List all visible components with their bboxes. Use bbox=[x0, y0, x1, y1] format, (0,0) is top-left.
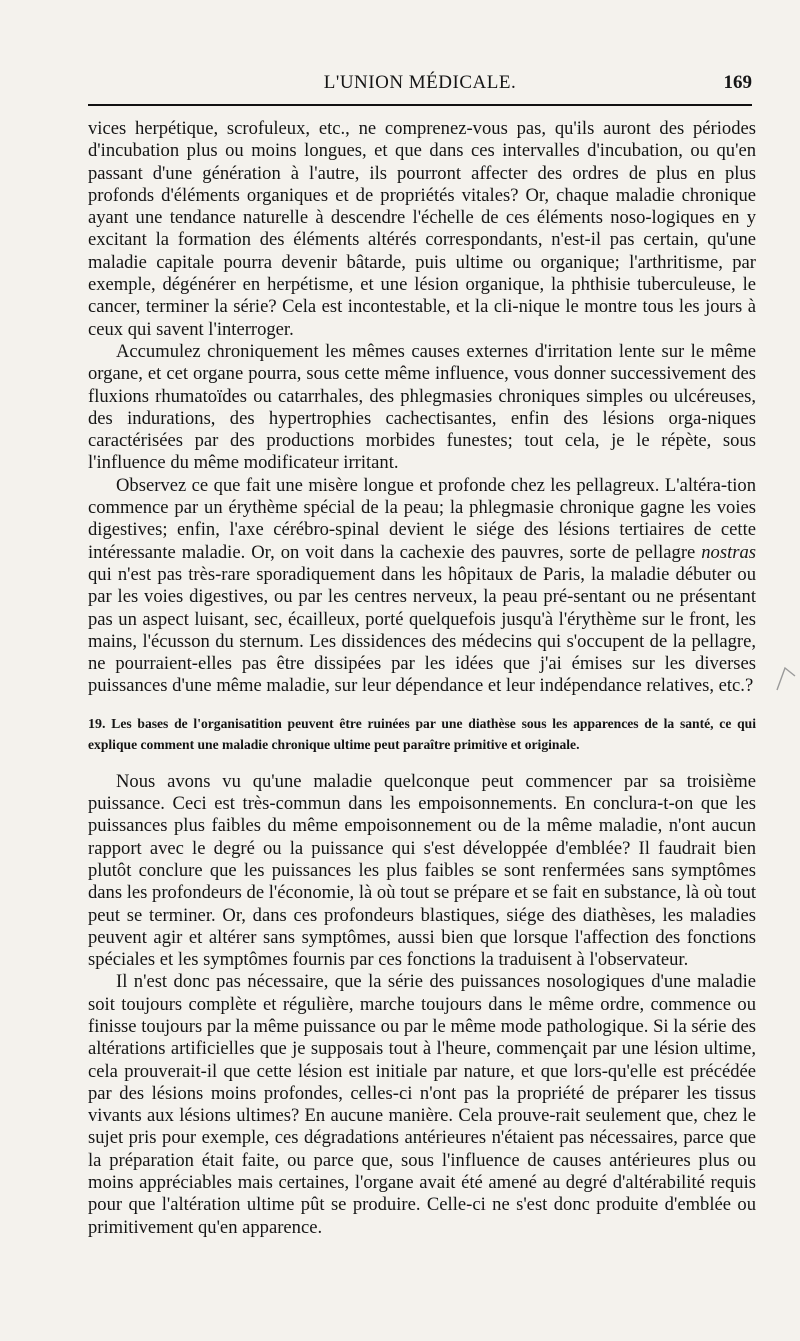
page-header bbox=[88, 68, 752, 104]
margin-pencil-mark bbox=[775, 664, 797, 692]
header-rule bbox=[88, 104, 752, 106]
section-number: 19. bbox=[88, 716, 106, 732]
running-title: L'UNION MÉDICALE. bbox=[323, 72, 517, 93]
paragraph-5: Il n'est donc pas nécessaire, que la série des puissances nosologiques d'une maladie soit toujours complète et régulière, marche toujours dans le même ordre, commence ou finisse toujours par la même puissance ou par le même mode pathologique. Si la série des altérations artificielles que je supposais tout à l'heure, commençait par une lésion ultime, cela prouverait-il que cette lésion est initiale par nature, et que lors-qu'elle est précédée par des lésions moins profondes, celles-ci n'ont pas la propriété de préparer les tissus vivants aux lésions ultimes? En aucune manière. Cela prouve-rait seulement que, chez le sujet pris pour exemple, ces dégradations antérieures n'étaient pas nécessaires, parce que la préparation était faite, ou parce que, sous l'influence de causes antérieures plus ou moins appréciables mais certaines, l'organe avait été amené au degré d'altérabilité requis pour que l'altération ultime pût se produire. Celle-ci ne s'est donc produite d'emblée ou primitivement qu'en apparence. bbox=[88, 971, 756, 1238]
paragraph-2: Accumulez chroniquement les mêmes causes externes d'irritation lente sur le même organe, et cet organe pourra, sous cette même influence, vous donner successivement des fluxions rhumatoïdes ou catarrhales, des phlegmasies chroniques simples ou ulcéreuses, des indurations, des hypertrophies cachectisantes, enfin des lésions orga-niques caractérisées par des productions morbides funestes; tout cela, je le répète, sous l'influence du même modificateur irritant. bbox=[88, 340, 756, 474]
paragraph-4: Nous avons vu qu'une maladie quelconque peut commencer par sa troisième puissance. Ceci est très-commun dans les empoisonnements. En conclura-t-on que les puissances plus faibles du même empoisonnement ou de la même maladie, n'ont aucun rapport avec le degré ou la puissance qui s'est développée d'emblée? Il faudrait bien plutôt conclure que les puissances les plus faibles se sont renfermées sans symptômes dans les profondeurs de l'économie, là où tout se prépare et se fait en substance, là où tout peut se terminer. Or, dans ces profondeurs blastiques, siége des diathèses, les maladies peuvent agir et altérer sans symptômes, aussi bien que lorsque l'affection des fonctions spéciales et les symptômes fournis par ces fonctions la traduisent à l'observateur. bbox=[88, 770, 756, 971]
paragraph-1: vices herpétique, scrofuleux, etc., ne comprenez-vous pas, qu'ils auront des périodes d'incubation plus ou moins longues, et que dans ces intervalles d'incubation, ou qu'en passant d'une génération à l'autre, ils pourront affecter des ordres de plus en plus profonds d'éléments organiques et de propriétés vitales? Or, chaque maladie chronique ayant une tendance naturelle à descendre l'échelle de ces éléments noso-logiques en y excitant la formation des éléments altérés correspondants, n'est-il pas certain, qu'une maladie capitale pourra devenir bâtarde, puis ultime ou organique; l'arthritisme, par exemple, dégénérer en herpétisme, et une lésion organique, la phthisie tuberculeuse, le cancer, terminer la série? Cela est incontestable, et la cli-nique le montre tous les jours à ceux qui savent l'interroger. bbox=[88, 118, 756, 340]
section-heading bbox=[88, 714, 756, 755]
section-heading-text: Les bases de l'organisatition peuvent être ruinées par une diathèse sous les apparences de la santé, ce qui explique comment une maladie chronique ultime peut paraître primitive et originale. bbox=[88, 715, 756, 752]
italic-term: nostras bbox=[701, 541, 756, 563]
paragraph-3: Observez ce que fait une misère longue et profonde chez les pellagreux. L'altéra-tion commence par un érythème spécial de la peau; la phlegmasie chronique gagne les voies digestives; enfin, l'axe cérébro-spinal devient le siége des lésions tertiaires de cette intéressante maladie. Or, on voit dans la cachexie des pauvres, sorte de pellagre nostras qui n'est pas très-rare sporadiquement dans les hôpitaux de Paris, la maladie débuter ou par les voies digestives, ou par les centres nerveux, la peau pré-sentant ou ne présentant pas un aspect luisant, sec, écailleux, porté quelquefois jusqu'à l'érythème sur le front, les mains, l'écusson du sternum. Les dissidences des médecins qui s'occupent de la pellagre, ne pourraient-elles pas être dissipées par les idées que j'ai émises sur les diverses puissances d'une même maladie, sur leur dépendance et leur indépendance relatives, etc.? bbox=[88, 474, 756, 697]
page-number: 169 bbox=[723, 72, 752, 93]
article-body bbox=[88, 118, 756, 1239]
